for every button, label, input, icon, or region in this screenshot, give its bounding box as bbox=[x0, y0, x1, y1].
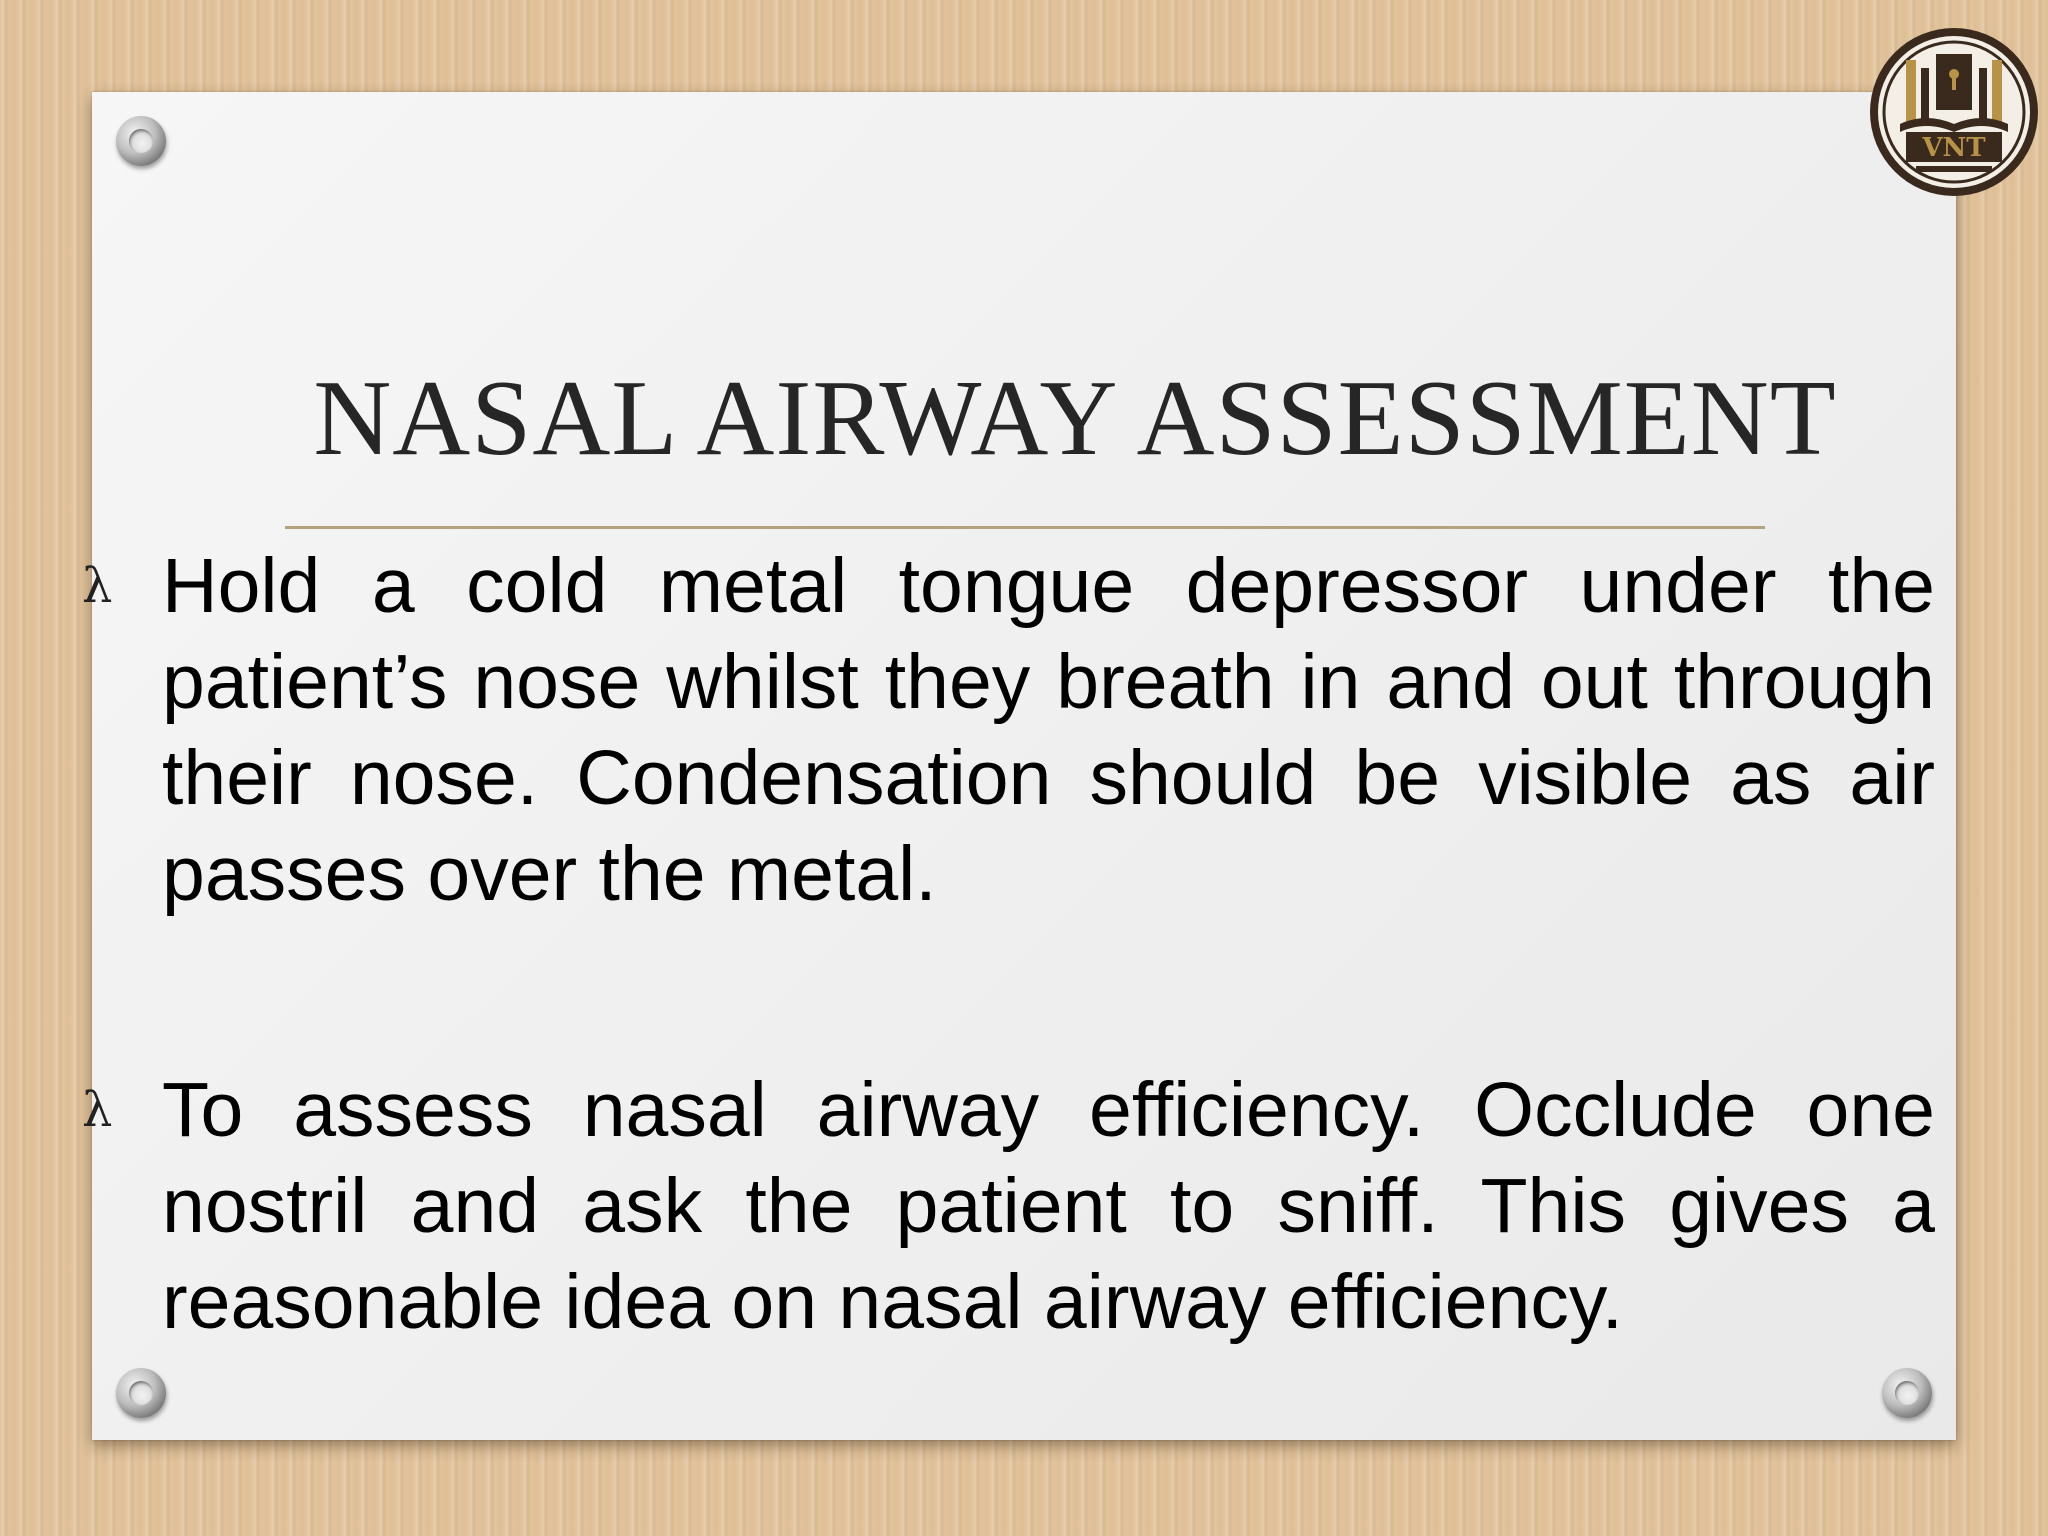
book-pillar-logo-icon bbox=[1866, 24, 2042, 200]
logo-text: VNT bbox=[1922, 133, 1986, 163]
title-divider bbox=[285, 526, 1765, 529]
lambda-bullet-icon: λ bbox=[82, 558, 113, 614]
grommet-bottom-left-icon bbox=[116, 1368, 166, 1418]
grommet-top-left-icon bbox=[116, 116, 166, 166]
bullet-item bbox=[80, 538, 1935, 922]
bullet-text: Hold a cold metal tongue depressor under the patient’s nose whilst they breath in and out through their nose. Condensation should be visible as air passes over the metal. bbox=[162, 543, 1935, 917]
bullet-text: To assess nasal airway efficiency. Occlude one nostril and ask the patient to sniff. This gives a reasonable idea on nasal airway efficiency. bbox=[162, 1067, 1935, 1345]
bullet-list bbox=[80, 538, 1935, 1350]
bullet-item bbox=[80, 1062, 1935, 1350]
grommet-bottom-right-icon bbox=[1882, 1368, 1932, 1418]
vnt-logo bbox=[1866, 24, 2042, 200]
slide-title: NASAL AIRWAY ASSESSMENT bbox=[313, 359, 1837, 478]
lambda-bullet-icon: λ bbox=[82, 1082, 113, 1138]
